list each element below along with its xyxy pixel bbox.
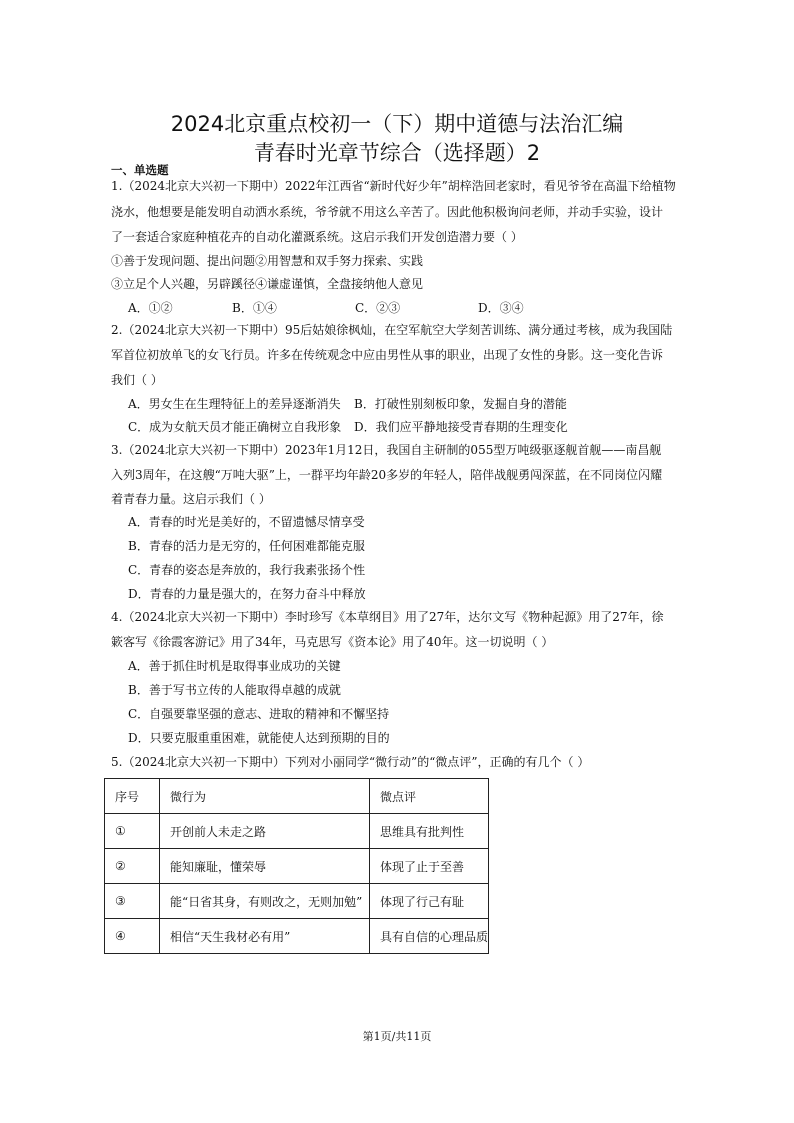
q2-option-d: D．我们应平静地接受青春期的生理变化 (354, 420, 568, 434)
q3-option-a: A．青春的时光是美好的，不留遗憾尽情享受 (128, 515, 365, 529)
table-cell: ③ (105, 884, 160, 919)
header-cell: 序号 (105, 779, 160, 814)
table-cell: 能知廉耻，懂荣辱 (160, 849, 370, 884)
q2-option-b: B．打破性别刻板印象，发掘自身的潜能 (354, 397, 567, 411)
q2-option-c: C．成为女航天员才能正确树立自我形象 (128, 420, 342, 434)
q1-statement-2: ③立足个人兴趣，另辟蹊径④谦虚谨慎，全盘接纳他人意见 (111, 277, 424, 291)
q2-stem-line1: 2.（2024北京大兴初一下期中）95后姑娘徐枫灿，在空军航空大学刻苦训练、满分通过考核，成为我国陆 (111, 323, 673, 337)
q2-stem-line2: 军首位初放单飞的女飞行员。许多在传统观念中应由男性从事的职业，出现了女性的身影。这一变化告诉 (111, 348, 664, 362)
q3-option-c: C．青春的姿态是奔放的，我行我素张扬个性 (128, 563, 366, 577)
document-title: 2024北京重点校初一（下）期中道德与法治汇编 (170, 112, 624, 136)
table-row (105, 919, 489, 954)
header-cell: 微行为 (160, 779, 370, 814)
header-cell: 微点评 (370, 779, 489, 814)
q4-option-a: A．善于抓住时机是取得事业成功的关键 (128, 659, 341, 673)
q1-option-b: B．①④ (232, 301, 277, 315)
q1-statement-1: ①善于发现问题、提出问题②用智慧和双手努力探索、实践 (111, 254, 424, 268)
table-cell: 相信“天生我材必有用” (160, 919, 370, 954)
q4-option-b: B．善于写书立传的人能取得卓越的成就 (128, 683, 341, 697)
q2-option-a: A．男女生在生理特征上的差异逐渐消失 (128, 397, 341, 411)
q2-stem-line3: 我们（ ） (111, 373, 163, 387)
q3-option-d: D．青春的力量是强大的，在努力奋斗中释放 (128, 587, 366, 601)
table-header-row (105, 779, 489, 814)
table-cell: 能“日省其身，有则改之，无则加勉” (160, 884, 370, 919)
q4-option-d: D．只要克服重重困难，就能使人达到预期的目的 (128, 731, 390, 745)
table-cell: 开创前人未走之路 (160, 814, 370, 849)
q1-stem-line2: 浇水，他想要是能发明自动洒水系统，爷爷就不用这么辛苦了。因此他积极询问老师，并动手实验，设计 (111, 205, 664, 219)
q4-stem-line2: 簌客写《徐霞客游记》用了34年，马克思写《资本论》用了40年。这一切说明（ ） (111, 635, 554, 649)
q3-stem-line2: 入列3周年，在这艘“万吨大驱”上，一群平均年龄20多岁的年轻人，陪伴战舰勇闯深蓝，在不同岗位闪耀 (111, 468, 663, 482)
q1-option-a: A．①② (128, 301, 173, 315)
table-row (105, 884, 489, 919)
q5-stem: 5.（2024北京大兴初一下期中）下列对小丽同学“微行动”的“微点评”，正确的有几个（ ） (111, 755, 590, 769)
q4-option-c: C．自强要靠坚强的意志、进取的精神和不懈坚持 (128, 707, 390, 721)
evaluation-table (104, 778, 489, 954)
table-cell: ② (105, 849, 160, 884)
q4-stem-line1: 4.（2024北京大兴初一下期中）李时珍写《本草纲目》用了27年，达尔文写《物种起源》用了27年，徐 (111, 610, 664, 624)
q1-stem-line1: 1.（2024北京大兴初一下期中）2022年江西省“新时代好少年”胡梓浩回老家时，看见爷爷在高温下给植物 (111, 179, 676, 193)
table-cell: ① (105, 814, 160, 849)
section-heading: 一、单选题 (111, 163, 169, 177)
q3-stem-line3: 着青春力量。这启示我们（ ） (111, 492, 271, 506)
q1-stem-line3: 了一套适合家庭种植花卉的自动化灌溉系统。这启示我们开发创造潜力要（ ） (111, 230, 523, 244)
q3-stem-line1: 3.（2024北京大兴初一下期中）2023年1月12日，我国自主研制的055型万吨级驱逐舰首舰——南昌舰 (111, 443, 662, 457)
q1-option-c: C．②③ (355, 301, 401, 315)
table-row (105, 849, 489, 884)
page-footer: 第1页/共11页 (362, 1030, 432, 1043)
q3-option-b: B．青春的活力是无穷的，任何困难都能克服 (128, 539, 365, 553)
document-subtitle: 青春时光章节综合（选择题）2 (253, 141, 541, 165)
table-cell: 思维具有批判性 (370, 814, 489, 849)
table-row (105, 814, 489, 849)
table-cell: 体现了行己有耻 (370, 884, 489, 919)
table-cell: 体现了止于至善 (370, 849, 489, 884)
q1-option-d: D．③④ (478, 301, 524, 315)
table-cell: 具有自信的心理品质 (370, 919, 489, 954)
table-cell: ④ (105, 919, 160, 954)
